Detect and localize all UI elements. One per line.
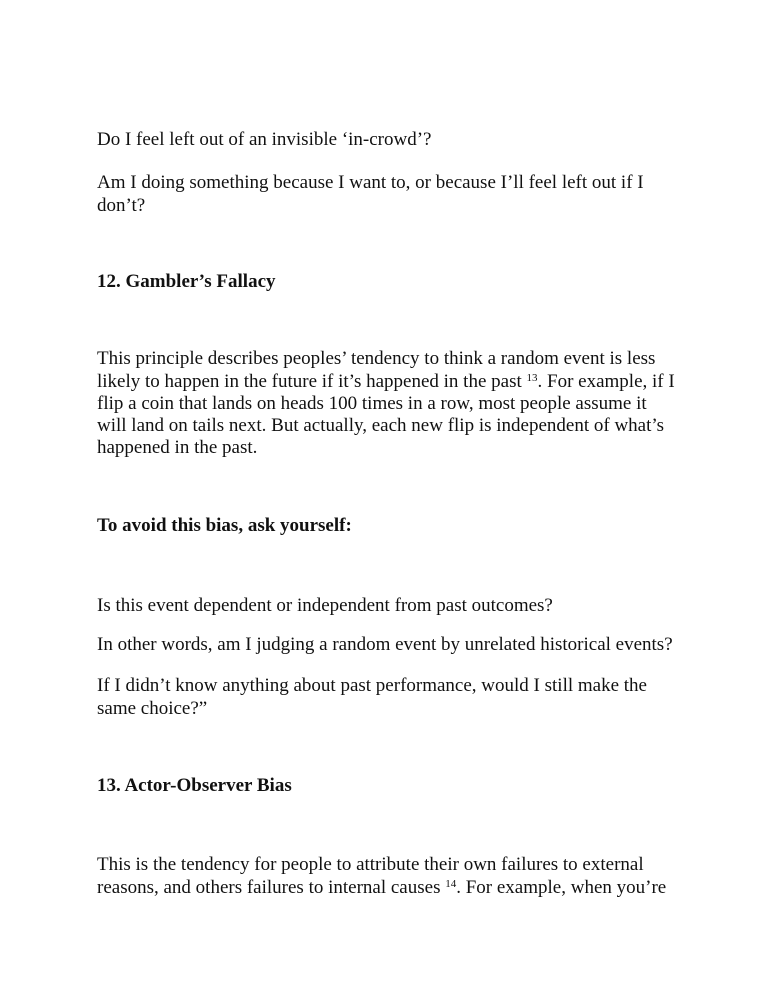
avoid-question-3-line-2: same choice?”: [97, 698, 208, 719]
section-13-paragraph-line-2: [97, 876, 697, 899]
section-12-paragraph-line-4: will land on tails next. But actually, each new flip is independent of what’s: [97, 415, 665, 436]
avoid-question-2: In other words, am I judging a random event by unrelated historical events?: [97, 634, 673, 655]
section-13-heading: 13. Actor-Observer Bias: [97, 775, 292, 796]
footnote-reference-14: 14: [445, 878, 457, 890]
question-left-out-line-2: don’t?: [97, 195, 146, 216]
section-12-heading: 12. Gambler’s Fallacy: [97, 271, 276, 292]
paragraph-text: reasons, and others failures to internal causes: [97, 877, 446, 898]
question-left-out-line-1: Am I doing something because I want to, or because I’ll feel left out if I: [97, 172, 644, 193]
paragraph-text: . For example, if I: [537, 371, 675, 392]
question-in-crowd: Do I feel left out of an invisible ‘in-crowd’?: [97, 129, 432, 150]
section-12-paragraph-line-5: happened in the past.: [97, 437, 258, 458]
avoid-bias-heading: To avoid this bias, ask yourself:: [97, 515, 352, 536]
avoid-question-1: Is this event dependent or independent from past outcomes?: [97, 595, 553, 616]
section-12-paragraph-line-3: flip a coin that lands on heads 100 times in a row, most people assume it: [97, 393, 647, 414]
section-12-paragraph-line-1: This principle describes peoples’ tendency to think a random event is less: [97, 348, 656, 369]
section-12-paragraph-line-2: [97, 370, 697, 393]
section-13-paragraph-line-1: This is the tendency for people to attribute their own failures to external: [97, 854, 644, 875]
paragraph-text: . For example, when you’re: [456, 877, 667, 898]
footnote-reference-13: 13: [526, 372, 538, 384]
avoid-question-3-line-1: If I didn’t know anything about past performance, would I still make the: [97, 675, 647, 696]
paragraph-text: likely to happen in the future if it’s happened in the past: [97, 371, 527, 392]
